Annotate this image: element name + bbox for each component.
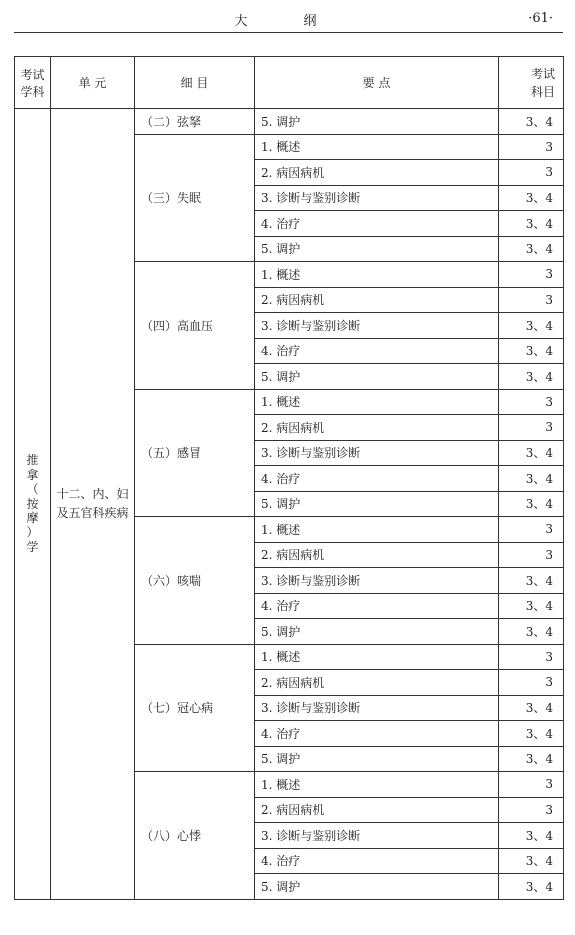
level-cell: 3、4	[499, 211, 564, 237]
point-cell: 5. 调护	[255, 364, 499, 390]
detail-cell: （五）感冒	[135, 389, 255, 517]
syllabus-table	[14, 56, 564, 900]
table-row	[15, 109, 564, 135]
detail-cell: （二）弦拏	[135, 109, 255, 135]
column-header-level-text: 考试 科目	[530, 66, 555, 99]
unit-cell: 十二、内、妇及五官科疾病	[51, 109, 135, 900]
point-cell: 3. 诊断与鉴别诊断	[255, 185, 499, 211]
point-cell: 5. 调护	[255, 874, 499, 900]
point-cell: 4. 治疗	[255, 593, 499, 619]
point-cell: 1. 概述	[255, 517, 499, 543]
level-cell: 3、4	[499, 593, 564, 619]
point-cell: 3. 诊断与鉴别诊断	[255, 313, 499, 339]
level-cell: 3、4	[499, 695, 564, 721]
detail-cell: （六）咳喘	[135, 517, 255, 645]
page-number: ·61·	[528, 11, 553, 26]
point-cell: 5. 调护	[255, 109, 499, 135]
level-cell: 3、4	[499, 848, 564, 874]
level-cell: 3、4	[499, 721, 564, 747]
column-header-detail: 细 目	[135, 57, 255, 109]
point-cell: 3. 诊断与鉴别诊断	[255, 823, 499, 849]
table-header-row	[15, 57, 564, 109]
level-cell: 3、4	[499, 568, 564, 594]
column-header-level	[499, 57, 564, 109]
level-cell: 3、4	[499, 874, 564, 900]
point-cell: 5. 调护	[255, 491, 499, 517]
level-cell: 3、4	[499, 236, 564, 262]
level-cell: 3	[499, 542, 564, 568]
point-cell: 5. 调护	[255, 619, 499, 645]
point-cell: 1. 概述	[255, 389, 499, 415]
level-cell: 3、4	[499, 185, 564, 211]
column-header-subject-text: 考试 学科	[20, 67, 45, 99]
level-cell: 3	[499, 644, 564, 670]
level-cell: 3	[499, 797, 564, 823]
point-cell: 4. 治疗	[255, 338, 499, 364]
header-title: 大 纲	[234, 14, 343, 29]
column-header-unit: 单 元	[51, 57, 135, 109]
point-cell: 4. 治疗	[255, 211, 499, 237]
point-cell: 2. 病因病机	[255, 670, 499, 696]
point-cell: 2. 病因病机	[255, 160, 499, 186]
detail-cell: （三）失眠	[135, 134, 255, 262]
level-cell: 3、4	[499, 364, 564, 390]
point-cell: 4. 治疗	[255, 466, 499, 492]
point-cell: 5. 调护	[255, 236, 499, 262]
point-cell: 4. 治疗	[255, 848, 499, 874]
point-cell: 2. 病因病机	[255, 797, 499, 823]
detail-cell: （四）高血压	[135, 262, 255, 390]
page-header	[14, 0, 563, 33]
point-cell: 2. 病因病机	[255, 415, 499, 441]
level-cell: 3	[499, 389, 564, 415]
level-cell: 3	[499, 134, 564, 160]
detail-cell: （七）冠心病	[135, 644, 255, 772]
column-header-points: 要 点	[255, 57, 499, 109]
point-cell: 3. 诊断与鉴别诊断	[255, 695, 499, 721]
column-header-subject	[15, 57, 51, 109]
level-cell: 3、4	[499, 109, 564, 135]
level-cell: 3	[499, 160, 564, 186]
point-cell: 1. 概述	[255, 644, 499, 670]
point-cell: 1. 概述	[255, 772, 499, 798]
detail-cell: （八）心悸	[135, 772, 255, 900]
point-cell: 2. 病因病机	[255, 542, 499, 568]
point-cell: 1. 概述	[255, 262, 499, 288]
level-cell: 3、4	[499, 823, 564, 849]
level-cell: 3、4	[499, 619, 564, 645]
table-body	[15, 109, 564, 900]
point-cell: 3. 诊断与鉴别诊断	[255, 440, 499, 466]
level-cell: 3	[499, 670, 564, 696]
level-cell: 3、4	[499, 746, 564, 772]
level-cell: 3	[499, 262, 564, 288]
level-cell: 3、4	[499, 440, 564, 466]
point-cell: 1. 概述	[255, 134, 499, 160]
point-cell: 2. 病因病机	[255, 287, 499, 313]
level-cell: 3	[499, 287, 564, 313]
level-cell: 3	[499, 415, 564, 441]
point-cell: 5. 调护	[255, 746, 499, 772]
level-cell: 3、4	[499, 466, 564, 492]
point-cell: 3. 诊断与鉴别诊断	[255, 568, 499, 594]
level-cell: 3	[499, 772, 564, 798]
level-cell: 3、4	[499, 491, 564, 517]
level-cell: 3	[499, 517, 564, 543]
point-cell: 4. 治疗	[255, 721, 499, 747]
level-cell: 3、4	[499, 338, 564, 364]
level-cell: 3、4	[499, 313, 564, 339]
subject-cell: 推 拿 （ 按 摩 ） 学	[15, 109, 51, 900]
